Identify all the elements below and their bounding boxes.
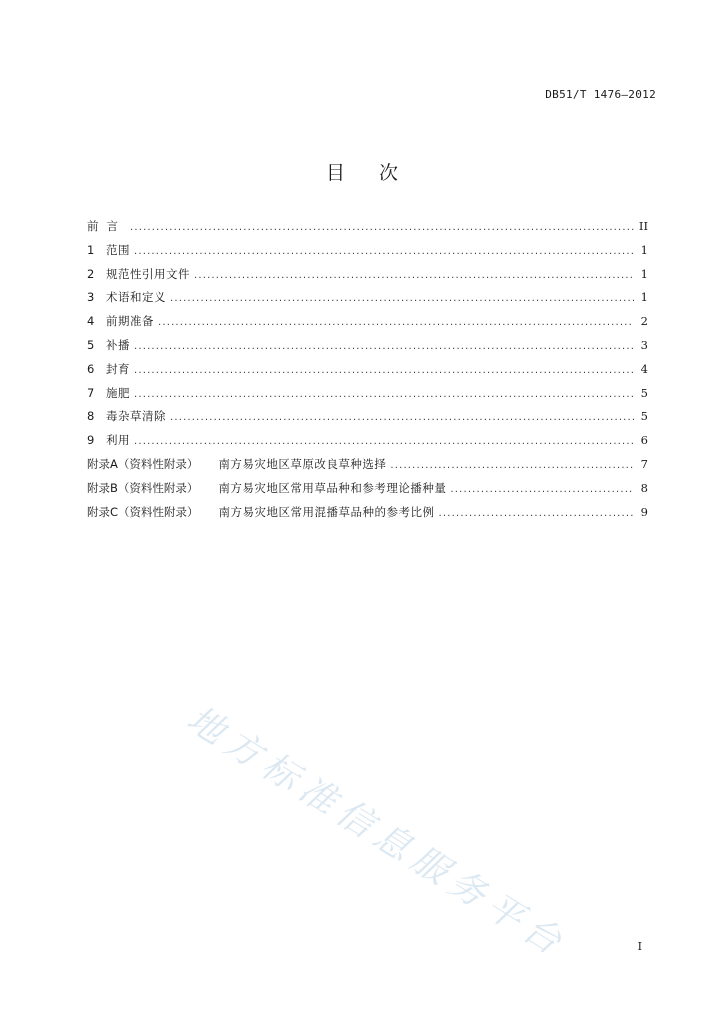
toc-entry-6[interactable] [87, 361, 648, 385]
toc-entry-number: 1 [87, 242, 95, 257]
toc-entry-number: 5 [87, 337, 95, 352]
toc-entry-page: 5 [640, 385, 648, 400]
watermark: 地方标准信息服务平台 [179, 698, 575, 967]
toc-entry-page: 2 [640, 314, 648, 329]
toc-entry-number: 4 [87, 314, 95, 329]
toc-entry-label: 施肥 [106, 385, 130, 400]
toc-entry-label: 南方易灾地区草原改良草种选择 [218, 456, 387, 471]
toc-entry-7[interactable] [87, 385, 648, 409]
toc-entry-number: 8 [87, 409, 95, 424]
toc-entry-number: 附录C（资料性附录） [87, 504, 199, 519]
toc-entry-number: 附录A（资料性附录） [87, 456, 199, 471]
toc-entry-label: 范围 [106, 242, 130, 257]
toc-entry-page: 4 [640, 361, 648, 376]
toc-entry-8[interactable] [87, 408, 648, 432]
toc-entry-leader [439, 508, 634, 519]
toc-entry-label: 术语和定义 [106, 290, 166, 305]
toc-entry-number: 6 [87, 361, 95, 376]
toc-entry-number: 3 [87, 290, 95, 305]
toc-entry-leader [158, 317, 634, 328]
toc-entry-appendix-b[interactable] [87, 480, 648, 504]
toc-entry-leader [390, 460, 634, 471]
toc-list [87, 218, 648, 527]
document-code: DB51/T 1476—2012 [545, 88, 656, 101]
toc-entry-number: 2 [87, 266, 95, 281]
toc-entry-4[interactable] [87, 313, 648, 337]
toc-entry-page: 1 [640, 290, 648, 305]
toc-entry-page: 5 [640, 409, 648, 424]
toc-entry-label: 前期准备 [106, 314, 154, 329]
toc-entry-1[interactable] [87, 242, 648, 266]
toc-entry-5[interactable] [87, 337, 648, 361]
toc-entry-label: 规范性引用文件 [106, 266, 190, 281]
toc-entry-leader [130, 222, 634, 233]
toc-entry-page: 1 [640, 266, 648, 281]
toc-entry-3[interactable] [87, 289, 648, 313]
toc-entry-leader [194, 270, 634, 281]
toc-entry-number: 7 [87, 385, 95, 400]
toc-entry-label: 利用 [106, 433, 130, 448]
toc-entry-page: 7 [640, 456, 648, 471]
toc-entry-leader [134, 341, 634, 352]
toc-entry-2[interactable] [87, 266, 648, 290]
toc-title: 目次 [325, 162, 432, 184]
toc-entry-page: II [638, 219, 648, 233]
toc-entry-leader [134, 365, 634, 376]
toc-entry-label: 南方易灾地区常用混播草品种的参考比例 [218, 504, 435, 519]
toc-entry-number: 附录B（资料性附录） [87, 480, 199, 495]
toc-entry-number: 9 [87, 433, 95, 448]
toc-entry-9[interactable] [87, 432, 648, 456]
toc-entry-appendix-a[interactable] [87, 456, 648, 480]
toc-entry-leader [450, 484, 634, 495]
page-number: I [637, 940, 642, 953]
toc-entry-page: 6 [640, 433, 648, 448]
toc-entry-label: 封育 [106, 361, 130, 376]
toc-entry-page: 1 [640, 242, 648, 257]
toc-entry-page: 8 [640, 480, 648, 495]
toc-entry-appendix-c[interactable] [87, 504, 648, 528]
toc-entry-leader [134, 246, 634, 257]
toc-entry-page: 3 [640, 337, 648, 352]
toc-entry-label: 南方易灾地区常用草品种和参考理论播种量 [218, 480, 447, 495]
toc-entry-leader [134, 436, 634, 447]
toc-entry-label: 前言 [87, 219, 126, 233]
toc-entry-leader [170, 412, 634, 423]
toc-entry-page: 9 [640, 504, 648, 519]
toc-entry-label: 毒杂草清除 [106, 409, 166, 424]
toc-entry-leader [134, 389, 634, 400]
toc-entry-leader [170, 293, 634, 304]
toc-entry-foreword[interactable] [87, 218, 648, 242]
toc-entry-label: 补播 [106, 337, 130, 352]
